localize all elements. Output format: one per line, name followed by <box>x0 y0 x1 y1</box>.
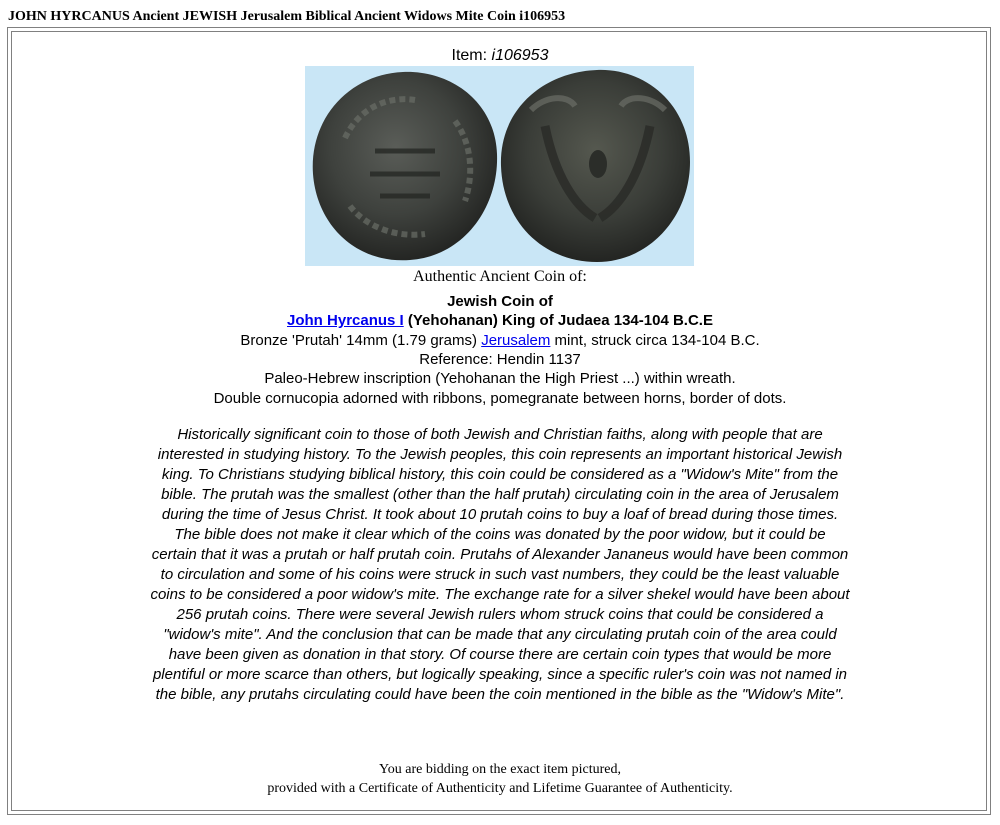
item-id: i106953 <box>491 47 549 64</box>
coin-spec-line <box>0 331 1000 351</box>
footer-line-2: provided with a Certificate of Authenticity and Lifetime Guarantee of Authenticity. <box>267 781 733 796</box>
reverse-description: Double cornucopia adorned with ribbons, pomegranate between horns, border of dots. <box>213 390 787 407</box>
ruler-title: (Yehohanan) King of Judaea 134-104 B.C.E <box>403 312 713 329</box>
coin-photo <box>305 66 694 266</box>
item-id-line <box>0 47 1000 65</box>
footer-line-1: You are bidding on the exact item pictured, <box>379 762 621 777</box>
ruler-link[interactable]: John Hyrcanus I <box>287 312 404 329</box>
historical-description: Historically significant coin to those of both Jewish and Christian faiths, along with people that are interested in studying history. To the Jewish peoples, this coin represents an important historical Jewish king. To Christians studying biblical history, this coin could be considered as a "Widow's Mite" from the bible. The prutah was the smallest (other than the half prutah) circulating coin in the area of Jerusalem during the time of Jesus Christ. It took about 10 prutah coins to buy a loaf of bread during those times. The bible does not make it clear which of the coins was donated by the poor widow, but it could be certain that it was a prutah or half prutah coin. Prutahs of Alexander Jananeus would have been common to circulation and some of his coins were struck in such vast numbers, they could be the least valuable coins to be considered a poor widow's mite. The exchange rate for a silver shekel would have been about 256 prutah coins. There were several Jewish rulers whom struck coins that could be considered a "widow's mite". And the conclusion that can be made that any circulating prutah coin of the area could have been given as donation in that story. Of course there are certain coin types that would be more plentiful or more scarce than others, but logically speaking, since a specific ruler's coin was not named in the bible, any prutahs circulating could have been the coin mentioned in the bible as the "Widow's Mite". <box>150 426 850 703</box>
mint-link[interactable]: Jerusalem <box>481 332 551 349</box>
reference-line: Reference: Hendin 1137 <box>419 351 581 368</box>
coin-heading: Jewish Coin of <box>447 293 553 310</box>
authentic-coin-heading: Authentic Ancient Coin of: <box>413 268 587 285</box>
ruler-line <box>0 311 1000 331</box>
page-title: JOHN HYRCANUS Ancient JEWISH Jerusalem Biblical Ancient Widows Mite Coin i106953 <box>8 9 566 24</box>
coin-spec-post: mint, struck circa 134-104 B.C. <box>550 332 760 349</box>
coin-image <box>305 66 694 266</box>
coin-spec-pre: Bronze 'Prutah' 14mm (1.79 grams) <box>240 332 482 349</box>
coin-reverse <box>501 70 690 262</box>
item-label: Item: <box>451 47 492 64</box>
obverse-description: Paleo-Hebrew inscription (Yehohanan the High Priest ...) within wreath. <box>264 370 736 387</box>
coin-obverse <box>313 72 497 260</box>
